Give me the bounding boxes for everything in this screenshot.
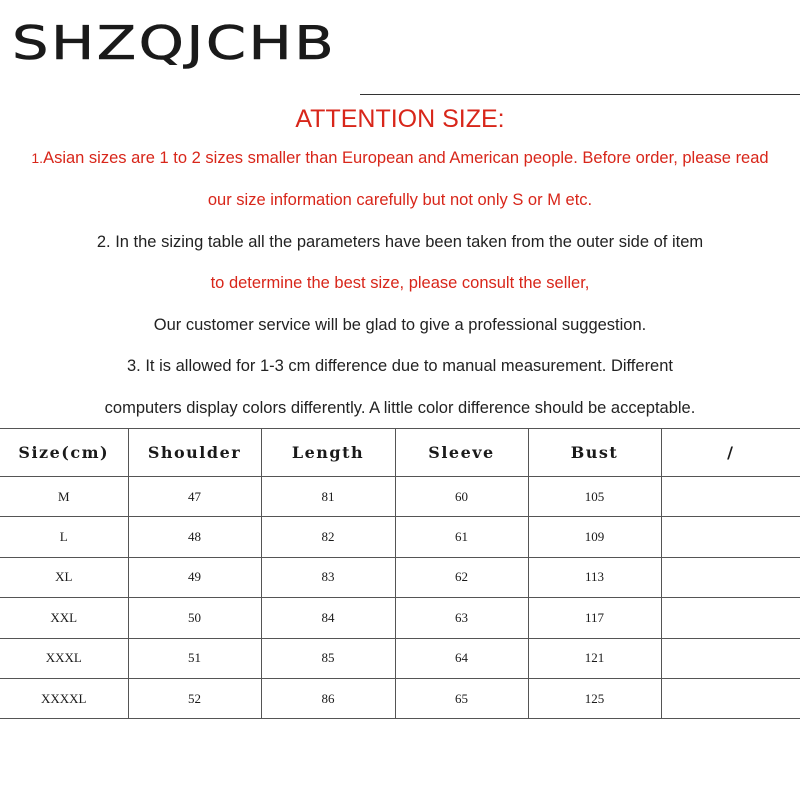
cell-shoulder: 47: [128, 477, 261, 517]
cell-length: 86: [261, 678, 395, 718]
cell-shoulder: 50: [128, 598, 261, 638]
cell-size: M: [0, 477, 128, 517]
table-row: [0, 598, 800, 638]
cell-sleeve: 60: [395, 477, 528, 517]
notice-line-7: computers display colors differently. A little color difference should be acceptable.: [104, 399, 696, 417]
cell-bust: 125: [528, 678, 661, 718]
header-bust: Bust: [528, 429, 661, 477]
notice-line-4: to determine the best size, please consult the seller,: [210, 274, 590, 292]
notice-line-2: our size information carefully but not only S or M etc.: [207, 191, 593, 209]
header-shoulder: Shoulder: [128, 429, 261, 477]
cell-sleeve: 65: [395, 678, 528, 718]
header-slash: /: [661, 429, 800, 477]
cell-sleeve: 61: [395, 517, 528, 557]
notice-line-6: 3. It is allowed for 1-3 cm difference due to manual measurement. Different: [127, 357, 673, 375]
cell-extra: [661, 678, 800, 718]
cell-length: 84: [261, 598, 395, 638]
cell-extra: [661, 557, 800, 597]
cell-bust: 117: [528, 598, 661, 638]
header-length: Length: [261, 429, 395, 477]
cell-sleeve: 63: [395, 598, 528, 638]
cell-size: XXXL: [0, 638, 128, 678]
cell-extra: [661, 517, 800, 557]
cell-size: XXL: [0, 598, 128, 638]
cell-shoulder: 52: [128, 678, 261, 718]
cell-extra: [661, 598, 800, 638]
cell-extra: [661, 477, 800, 517]
header-size: Size(cm): [0, 429, 128, 477]
table-row: [0, 557, 800, 597]
size-table: [0, 428, 800, 719]
header-sleeve: Sleeve: [395, 429, 528, 477]
notice-line-1: [0, 148, 800, 168]
cell-length: 83: [261, 557, 395, 597]
size-table-header-row: [0, 429, 800, 477]
cell-length: 82: [261, 517, 395, 557]
cell-extra: [661, 638, 800, 678]
cell-shoulder: 51: [128, 638, 261, 678]
cell-size: L: [0, 517, 128, 557]
notice-line-3: 2. In the sizing table all the parameters have been taken from the outer side of item: [96, 233, 704, 251]
brand-logo: SHZQJCHB: [12, 16, 337, 70]
cell-sleeve: 64: [395, 638, 528, 678]
cell-shoulder: 49: [128, 557, 261, 597]
cell-bust: 113: [528, 557, 661, 597]
table-row: [0, 678, 800, 718]
cell-sleeve: 62: [395, 557, 528, 597]
notice-line-1-number: 1.: [31, 150, 44, 166]
cell-size: XL: [0, 557, 128, 597]
attention-heading: ATTENTION SIZE:: [295, 105, 505, 133]
cell-length: 85: [261, 638, 395, 678]
cell-bust: 105: [528, 477, 661, 517]
table-row: [0, 477, 800, 517]
cell-bust: 109: [528, 517, 661, 557]
table-row: [0, 517, 800, 557]
cell-bust: 121: [528, 638, 661, 678]
notice-line-5: Our customer service will be glad to give a professional suggestion.: [153, 316, 647, 334]
notice-line-1-text: Asian sizes are 1 to 2 sizes smaller than European and American people. Before order, please read: [43, 149, 769, 167]
table-row: [0, 638, 800, 678]
cell-length: 81: [261, 477, 395, 517]
cell-size: XXXXL: [0, 678, 128, 718]
header-divider: [360, 94, 800, 95]
cell-shoulder: 48: [128, 517, 261, 557]
